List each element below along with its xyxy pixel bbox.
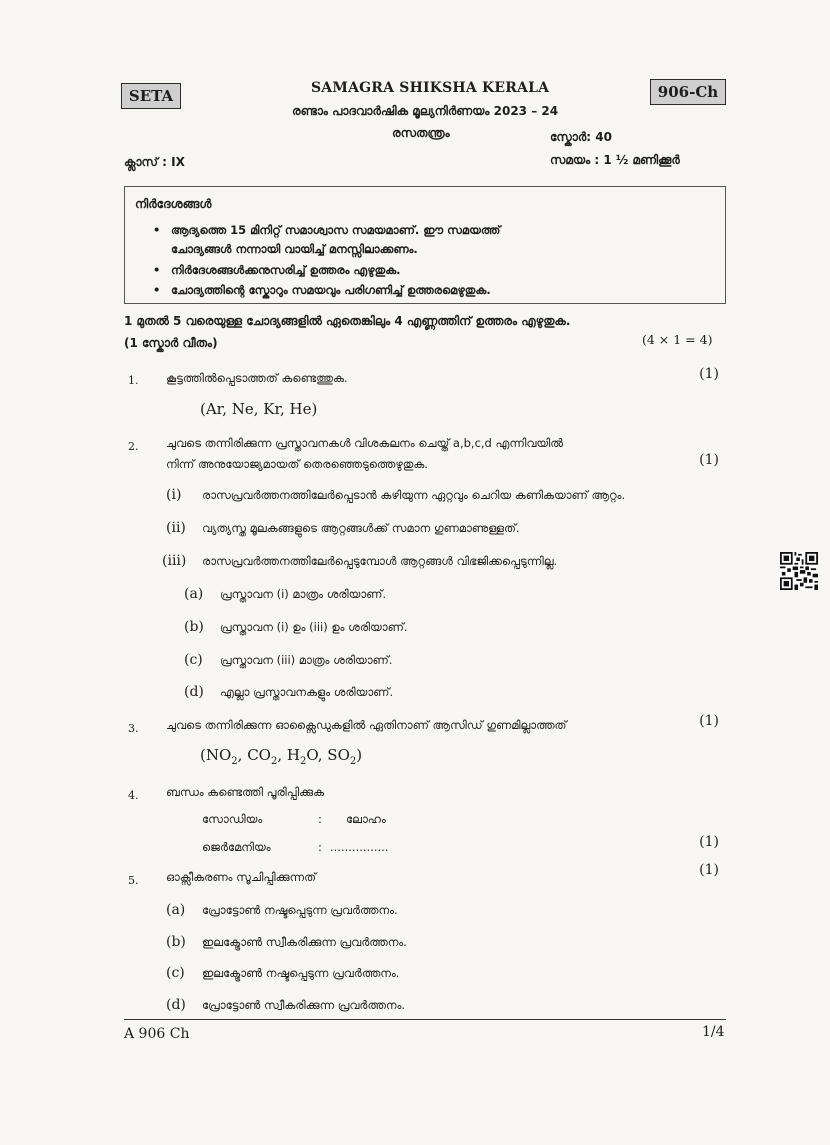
pair-sep: : [318, 812, 322, 826]
instruction-item [153, 283, 491, 298]
bullet-icon: • [153, 283, 161, 297]
instruction-item [153, 263, 401, 278]
instruction-text: നിർദേശങ്ങൾക്കനുസരിച്ച് ഉത്തരം എഴുതുക. [171, 263, 401, 277]
option-text: ഇലക്ട്രോൺ നഷ്ടപ്പെടുന്ന പ്രവർത്തനം. [202, 966, 400, 980]
option-text: പ്രസ്താവന (iii) മാത്രം ശരിയാണ്. [220, 653, 393, 667]
instructions-box [124, 186, 726, 304]
set-code-badge: SETA [121, 83, 181, 109]
footer-code: A 906 Ch [124, 1026, 190, 1042]
question-mark: (1) [699, 366, 719, 382]
question-number: 2. [128, 440, 139, 453]
class-label: ക്ലാസ് : IX [124, 155, 185, 169]
question-number: 1. [128, 374, 139, 387]
section-instruction: 1 മുതൽ 5 വരെയുള്ള ചോദ്യങ്ങളിൽ ഏതെങ്കിലും 4 എണ്ണത്തിന് ഉത്തരം എഴുതുക. [124, 314, 571, 328]
option-text: പ്രസ്താവന (i) മാത്രം ശരിയാണ്. [220, 587, 387, 601]
option-label: (d) [184, 684, 204, 700]
instruction-text: ചോദ്യത്തിന്റെ സ്കോറും സമയവും പരിഗണിച്ച് ഉത്തരമെഴുതുക. [171, 283, 491, 297]
oxide-list: ($NO_2$, $CO_2$, $H_2O$, $SO_2$) [200, 746, 363, 767]
option-text: പ്രോട്ടോൺ സ്വീകരിക്കുന്ന പ്രവർത്തനം. [202, 998, 406, 1012]
question-text: ഓക്സീകരണം സൂചിപ്പിക്കുന്നത് [166, 870, 317, 884]
instruction-item [171, 242, 418, 257]
question-mark: (1) [699, 452, 719, 468]
pair-sep: : [318, 840, 322, 854]
question-mark: (1) [699, 834, 719, 850]
element-list: (Ar, Ne, Kr, He) [200, 400, 318, 418]
instruction-text: ആദ്യത്തെ 15 മിനിറ്റ് സമാശ്വാസ സമയമാണ്. ഈ സമയത്ത് [171, 223, 501, 237]
section-score-note: (1 സ്കോർ വീതം) [124, 336, 218, 350]
question-mark: (1) [699, 713, 719, 729]
paper-code-badge: 906-Ch [650, 79, 726, 105]
option-label: (c) [166, 965, 185, 981]
instruction-text: ചോദ്യങ്ങൾ നന്നായി വായിച്ച് മനസ്സിലാക്കണം. [171, 242, 418, 256]
instructions-title: നിർദേശങ്ങൾ [135, 197, 212, 211]
section-marks: (4 × 1 = 4) [642, 332, 713, 347]
option-text: പ്രസ്താവന (i) ഉം (iii) ഉം ശരിയാണ്. [220, 620, 408, 634]
statement-label: (ii) [166, 520, 186, 536]
option-text: എല്ലാ പ്രസ്താവനകളും ശരിയാണ്. [220, 685, 394, 699]
pair-right: ലോഹം [346, 812, 386, 826]
question-text: കൂട്ടത്തിൽപ്പെടാത്തത് കണ്ടെത്തുക. [166, 371, 348, 385]
question-text: ചുവടെ തന്നിരിക്കുന്ന ഓക്സൈഡുകളിൽ ഏതിനാണ് ആസിഡ് ഗുണമില്ലാത്തത് [166, 718, 567, 732]
statement-text: വ്യത്യസ്ത മൂലകങ്ങളുടെ ആറ്റങ്ങൾക്ക് സമാന ഗുണമാണുള്ളത്. [202, 521, 520, 535]
org-title: SAMAGRA SHIKSHA KERALA [311, 80, 550, 96]
statement-text: രാസപ്രവർത്തനത്തിലേർപ്പെടുമ്പോൾ ആറ്റങ്ങൾ വിഭജിക്കപ്പെടുന്നില്ല. [202, 554, 558, 568]
subject-title: രസതന്ത്രം [392, 126, 450, 140]
option-text: പ്രോട്ടോൺ നഷ്ടപ്പെടുന്ന പ്രവർത്തനം. [202, 903, 398, 917]
question-number: 4. [128, 789, 139, 802]
option-label: (a) [166, 902, 186, 918]
instruction-item [153, 223, 501, 238]
question-text: ചുവടെ തന്നിരിക്കുന്ന പ്രസ്താവനകൾ വിശകലനം ചെയ്ത് a,b,c,d എന്നിവയിൽ [166, 436, 564, 450]
time-label: സമയം : 1 ½ മണിക്കൂർ [550, 153, 680, 167]
answer-blank: ................ [330, 840, 389, 854]
page-number: 1/4 [702, 1024, 725, 1040]
question-number: 5. [128, 874, 139, 887]
statement-label: (i) [166, 487, 182, 503]
question-text: ബന്ധം കണ്ടെത്തി പൂരിപ്പിക്കുക [166, 785, 325, 799]
option-label: (b) [166, 934, 186, 950]
option-label: (c) [184, 652, 203, 668]
pair-left: ജെർമേനിയം [202, 840, 271, 854]
exam-title: രണ്ടാം പാദവാർഷിക മൂല്യനിർണയം 2023 – 24 [292, 104, 559, 118]
statement-label: (iii) [162, 553, 187, 569]
question-number: 3. [128, 722, 139, 735]
bullet-icon: • [153, 223, 161, 237]
pair-left: സോഡിയം [202, 812, 263, 826]
score-label: സ്കോർ: 40 [550, 130, 612, 144]
option-label: (d) [166, 997, 186, 1013]
option-label: (a) [184, 586, 204, 602]
option-text: ഇലക്ട്രോൺ സ്വീകരിക്കുന്ന പ്രവർത്തനം. [202, 935, 407, 949]
bullet-icon: • [153, 263, 161, 277]
qr-code-icon [780, 552, 818, 590]
statement-text: രാസപ്രവർത്തനത്തിലേർപ്പെടാൻ കഴിയുന്ന ഏറ്റവും ചെറിയ കണികയാണ് ആറ്റം. [202, 488, 626, 502]
footer-rule [124, 1019, 726, 1020]
question-text-cont: നിന്ന് അനുയോജ്യമായത് തെരഞ്ഞെടുത്തെഴുതുക. [166, 457, 428, 471]
option-label: (b) [184, 619, 204, 635]
question-mark: (1) [699, 862, 719, 878]
